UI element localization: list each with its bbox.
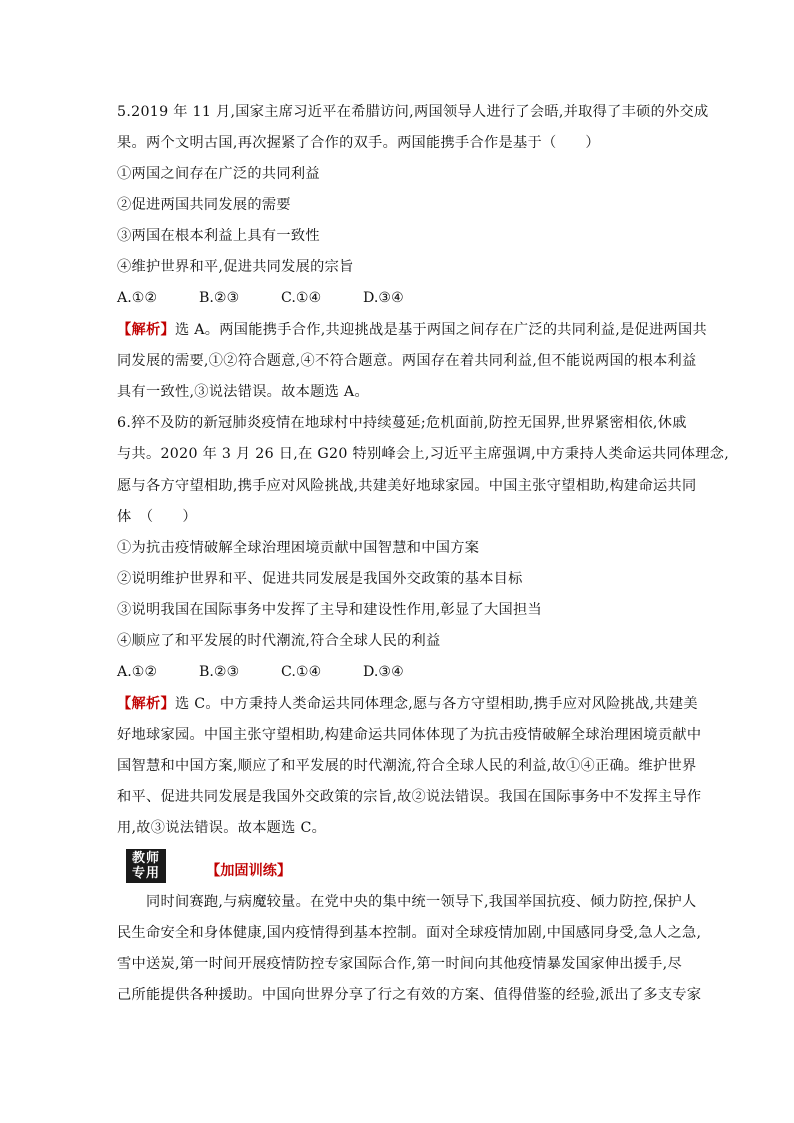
q6-stem-line4: 体 （ ） [117, 509, 197, 525]
q5-option-d: D.③④ [363, 290, 404, 306]
reinforcement-line4: 己所能提供各种援助。中国向世界分享了行之有效的方案、值得借鉴的经验,派出了多支专家 [117, 987, 702, 1003]
q6-item-4: ④顺应了和平发展的时代潮流,符合全球人民的利益 [117, 633, 441, 649]
q6-item-1: ①为抗击疫情破解全球治理困境贡献中国智慧和中国方案 [117, 540, 480, 556]
badge-line1: 教师 [131, 851, 160, 866]
q5-analysis-line3: 具有一致性,③说法错误。故本题选 A。 [117, 384, 369, 400]
q6-option-a: A.①② [117, 664, 158, 680]
reinforcement-title: 【加固训练】 [206, 863, 292, 879]
q6-analysis-line3: 国智慧和中国方案,顺应了和平发展的时代潮流,符合全球人民的利益,故①④正确。维护世界 [117, 758, 697, 774]
q6-stem-line2: 与共。2020 年 3 月 26 日,在 G20 特别峰会上,习近平主席强调,中方秉持人类命运共同体理念, [117, 446, 730, 462]
q5-item-4: ④维护世界和平,促进共同发展的宗旨 [117, 259, 354, 275]
q5-option-c: C.①④ [281, 290, 322, 306]
q6-option-c: C.①④ [281, 664, 322, 680]
q5-analysis-tag: 【解析】 [117, 322, 175, 338]
q5-analysis-line1 [117, 320, 707, 340]
q6-item-2: ②说明维护世界和平、促进共同发展是我国外交政策的基本目标 [117, 571, 523, 587]
q6-stem-line1: 6.猝不及防的新冠肺炎疫情在地球村中持续蔓延;危机面前,防控无国界,世界紧密相依,休戚 [117, 415, 687, 431]
q6-analysis-line1 [117, 694, 698, 714]
q5-options [117, 288, 445, 308]
q5-analysis-line2: 同发展的需要,①②符合题意,④不符合题意。两国存在着共同利益,但不能说两国的根本利益 [117, 353, 697, 369]
q6-option-b: B.②③ [199, 664, 240, 680]
q6-analysis-text1: 选 C。中方秉持人类命运共同体理念,愿与各方守望相助,携手应对风险挑战,共建美 [174, 696, 698, 712]
reinforcement-line1: 同时间赛跑,与病魔较量。在党中央的集中统一领导下,我国举国抗疫、倾力防控,保护人 [117, 894, 697, 910]
q5-option-a: A.①② [117, 290, 158, 306]
q6-analysis-line2: 好地球家园。中国主张守望相助,构建命运共同体体现了为抗击疫情破解全球治理困境贡献中 [117, 727, 702, 743]
q5-analysis-text1: 选 A。两国能携手合作,共迎挑战是基于两国之间存在广泛的共同利益,是促进两国共 [174, 322, 707, 338]
q6-item-3: ③说明我国在国际事务中发挥了主导和建设性作用,彰显了大国担当 [117, 602, 542, 618]
q6-option-d: D.③④ [363, 664, 404, 680]
teacher-only-badge [126, 849, 166, 883]
q6-stem-line3: 愿与各方守望相助,携手应对风险挑战,共建美好地球家园。中国主张守望相助,构建命运共同 [117, 478, 697, 494]
badge-line2: 专用 [131, 866, 160, 881]
q6-options [117, 662, 445, 682]
reinforcement-line2: 民生命安全和身体健康,国内疫情得到基本控制。面对全球疫情加剧,中国感同身受,急人之急, [117, 925, 702, 941]
q5-stem-line2: 果。两个文明古国,再次握紧了合作的双手。两国能携手合作是基于（ ） [117, 135, 600, 151]
q5-item-3: ③两国在根本利益上具有一致性 [117, 228, 320, 244]
q5-option-b: B.②③ [199, 290, 240, 306]
q5-item-1: ①两国之间存在广泛的共同利益 [117, 166, 320, 182]
reinforcement-line3: 雪中送炭,第一时间开展疫情防控专家国际合作,第一时间向其他疫情暴发国家伸出援手,尽 [117, 956, 682, 972]
q5-item-2: ②促进两国共同发展的需要 [117, 197, 291, 213]
q6-analysis-tag: 【解析】 [117, 696, 175, 712]
q6-analysis-line4: 和平、促进共同发展是我国外交政策的宗旨,故②说法错误。我国在国际事务中不发挥主导作 [117, 789, 702, 805]
q5-stem-line1: 5.2019 年 11 月,国家主席习近平在希腊访问,两国领导人进行了会晤,并取得了丰硕的外交成 [117, 104, 709, 120]
q6-analysis-line5: 用,故③说法错误。故本题选 C。 [117, 820, 327, 836]
